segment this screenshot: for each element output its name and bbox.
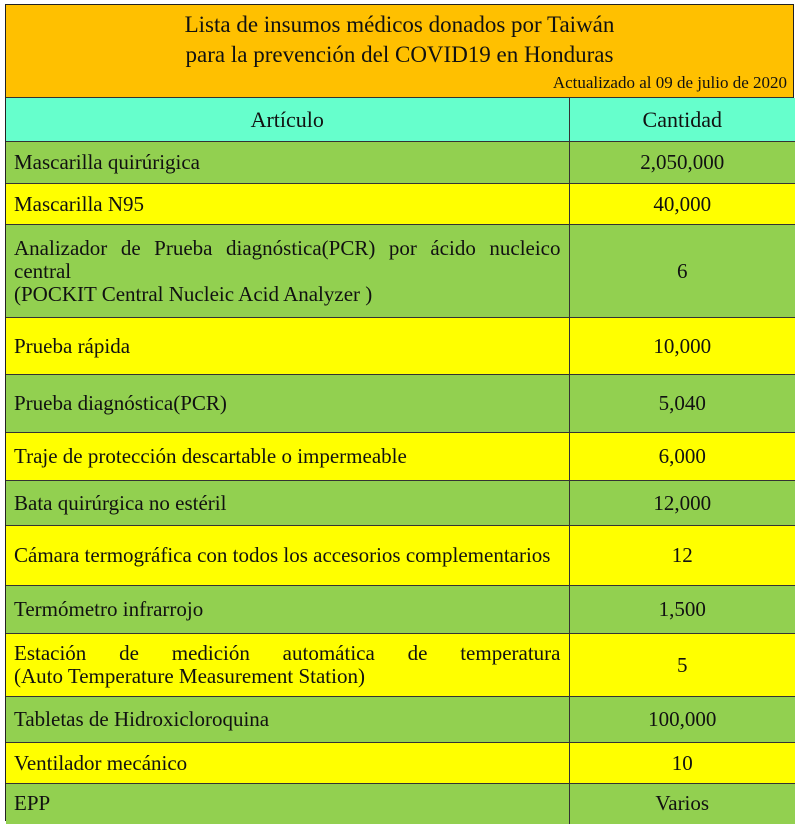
item-cell: Cámara termográfica con todos los accesorios complementarios	[6, 526, 569, 586]
table-row	[6, 184, 795, 225]
item-cell-line: Analizador de Prueba diagnóstica(PCR) por ácido nucleico central	[14, 235, 561, 283]
table-row	[6, 586, 795, 634]
updated-date: Actualizado al 09 de julio de 2020	[552, 73, 787, 92]
quantity-cell: 12	[569, 526, 795, 586]
table-row	[6, 634, 795, 697]
quantity-cell: 1,500	[569, 586, 795, 634]
table-row	[6, 375, 795, 433]
item-cell	[6, 634, 569, 697]
column-header-item: Artículo	[6, 98, 569, 142]
item-cell: Mascarilla N95	[6, 184, 569, 225]
quantity-cell: 10	[569, 743, 795, 784]
title-banner	[6, 5, 793, 98]
item-cell: EPP	[6, 784, 569, 824]
quantity-cell: 12,000	[569, 481, 795, 526]
quantity-cell: 5	[569, 634, 795, 697]
donation-list-sheet	[5, 4, 794, 821]
quantity-cell: 6	[569, 225, 795, 318]
title-line-1: Lista de insumos médicos donados por Taiwán	[184, 12, 615, 37]
item-cell-line: Estación de medición automática de temperatura	[14, 641, 561, 665]
table-row	[6, 481, 795, 526]
quantity-cell: 40,000	[569, 184, 795, 225]
table-row	[6, 142, 795, 184]
table-header-row	[6, 98, 795, 142]
quantity-cell: Varios	[569, 784, 795, 824]
item-cell: Termómetro infrarrojo	[6, 586, 569, 634]
table-row	[6, 743, 795, 784]
quantity-cell: 6,000	[569, 433, 795, 481]
table-row	[6, 697, 795, 743]
item-cell	[6, 225, 569, 318]
table-row	[6, 433, 795, 481]
table-row	[6, 526, 795, 586]
column-header-quantity: Cantidad	[569, 98, 795, 142]
title-line-2: para la prevención del COVID19 en Honduras	[185, 42, 614, 67]
supplies-table	[6, 98, 795, 824]
quantity-cell: 5,040	[569, 375, 795, 433]
item-cell: Tabletas de Hidroxicloroquina	[6, 697, 569, 743]
quantity-cell: 100,000	[569, 697, 795, 743]
item-cell: Ventilador mecánico	[6, 743, 569, 784]
item-cell: Prueba diagnóstica(PCR)	[6, 375, 569, 433]
table-row	[6, 784, 795, 824]
item-cell-line: (POCKIT Central Nucleic Acid Analyzer )	[14, 281, 373, 306]
item-cell-line: (Auto Temperature Measurement Station)	[14, 664, 365, 688]
table-row	[6, 318, 795, 375]
quantity-cell: 10,000	[569, 318, 795, 375]
item-cell: Traje de protección descartable o impermeable	[6, 433, 569, 481]
quantity-cell: 2,050,000	[569, 142, 795, 184]
table-row	[6, 225, 795, 318]
item-cell: Mascarilla quirúrigica	[6, 142, 569, 184]
item-cell: Prueba rápida	[6, 318, 569, 375]
item-cell: Bata quirúrgica no estéril	[6, 481, 569, 526]
